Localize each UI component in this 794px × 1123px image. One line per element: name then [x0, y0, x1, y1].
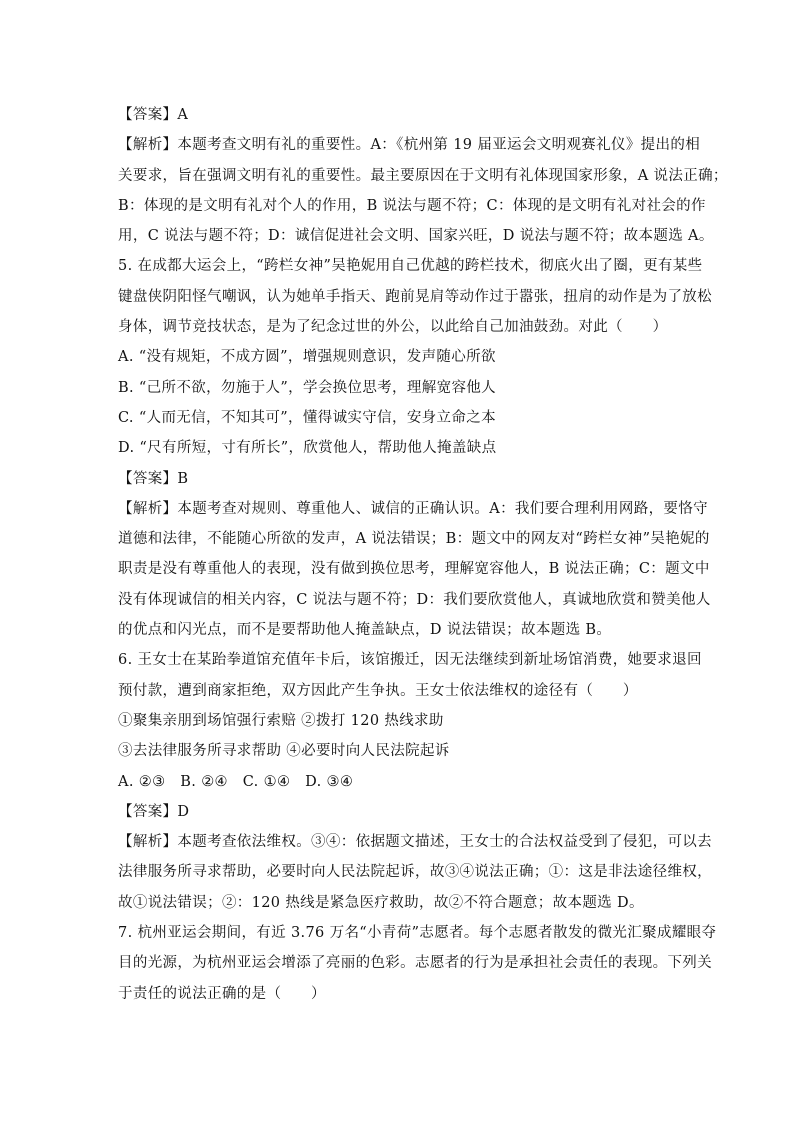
question-7-line-3: 于责任的说法正确的是（ ） [118, 985, 326, 1002]
analysis-6-line-3: 故①说法错误；②：120 热线是紧急医疗救助，故②不符合题意；故本题选 D。 [118, 894, 644, 911]
analysis-5-line-2: 道德和法律，不能随心所欲的发声，A 说法错误；B：题文中的网友对“跨栏女神”吴艳妮的 [118, 531, 710, 548]
question-5-option-c: C. “人而无信，不知其可”，懂得诚实守信，安身立命之本 [118, 409, 496, 426]
analysis-4-line-3: B：体现的是文明有礼对个人的作用，B 说法与题不符；C：体现的是文明有礼对社会的作 [118, 197, 706, 214]
analysis-4-line-4: 用，C 说法与题不符；D：诚信促进社会文明、国家兴旺，D 说法与题不符；故本题选 A。 [118, 228, 714, 245]
question-6-line-2: 预付款，遭到商家拒绝，双方因此产生争执。王女士依法维权的途径有（ ） [118, 682, 638, 699]
analysis-5-line-1: 【解析】本题考查对规则、尊重他人、诚信的正确认识。A：我们要合理利用网路，要恪守 [118, 500, 708, 517]
question-6-statements-2: ③去法律服务所寻求帮助 ④必要时向人民法院起诉 [118, 743, 450, 760]
question-5-option-b: B. “己所不欲，勿施于人”，学会换位思考，理解宽容他人 [118, 379, 496, 396]
analysis-4-line-2: 关要求，旨在强调文明有礼的重要性。最主要原因在于文明有礼体现国家形象，A 说法正确； [118, 167, 728, 184]
question-5-line-2: 键盘侠阴阳怪气嘲讽，认为她单手指天、跑前晃肩等动作过于嚣张，扭肩的动作是为了放松 [118, 288, 712, 305]
analysis-5-line-4: 没有体现诚信的相关内容，C 说法与题不符；D：我们要欣赏他人，真诚地欣赏和赞美他人 [118, 591, 711, 608]
analysis-4-line-1: 【解析】本题考查文明有礼的重要性。A：《杭州第 19 届亚运会文明观赛礼仪》提出的相 [118, 137, 701, 154]
analysis-6-line-1: 【解析】本题考查依法维权。③④：依据题文描述，王女士的合法权益受到了侵犯，可以去 [118, 834, 712, 851]
question-6-statements-1: ①聚集亲朋到场馆强行索赔 ②拨打 120 热线求助 [118, 712, 444, 729]
question-7-line-2: 目的光源，为杭州亚运会增添了亮丽的色彩。志愿者的行为是承担社会责任的表现。下列关 [118, 955, 712, 972]
analysis-6-line-2: 法律服务所寻求帮助，必要时向人民法院起诉，故③④说法正确；①：这是非法途径维权， [118, 864, 712, 881]
answer-label-4: 【答案】A [118, 107, 189, 123]
answer-label-6: 【答案】D [118, 803, 190, 820]
question-6-line-1: 6. 王女士在某跆拳道馆充值年卡后，该馆搬迁，因无法继续到新址场馆消费，她要求退回 [118, 652, 702, 669]
question-5-option-a: A. “没有规矩，不成方圆”，增强规则意识，发声随心所欲 [118, 349, 496, 366]
question-5-option-d: D. “尺有所短，寸有所长”，欣赏他人，帮助他人掩盖缺点 [118, 440, 497, 457]
question-5-line-3: 身体，调节竞技状态，是为了纪念过世的外公，以此给自己加油鼓劲。对此（ ） [118, 319, 668, 336]
question-6-options: A. ②③ B. ②④ C. ①④ D. ③④ [118, 773, 354, 790]
analysis-5-line-5: 的优点和闪光点，而不是要帮助他人掩盖缺点，D 说法错误；故本题选 B。 [118, 622, 612, 639]
question-7-line-1: 7. 杭州亚运会期间，有近 3.76 万名“小青荷”志愿者。每个志愿者散发的微光汇聚成耀眼夺 [118, 925, 717, 942]
analysis-5-line-3: 职责是没有尊重他人的表现，没有做到换位思考，理解宽容他人，B 说法正确；C：题文中 [118, 561, 710, 578]
page-content [118, 100, 728, 1009]
question-5-line-1: 5. 在成都大运会上，“跨栏女神”吴艳妮用自己优越的跨栏技术，彻底火出了圈，更有某些 [118, 258, 703, 275]
answer-label-5: 【答案】B [118, 470, 189, 487]
